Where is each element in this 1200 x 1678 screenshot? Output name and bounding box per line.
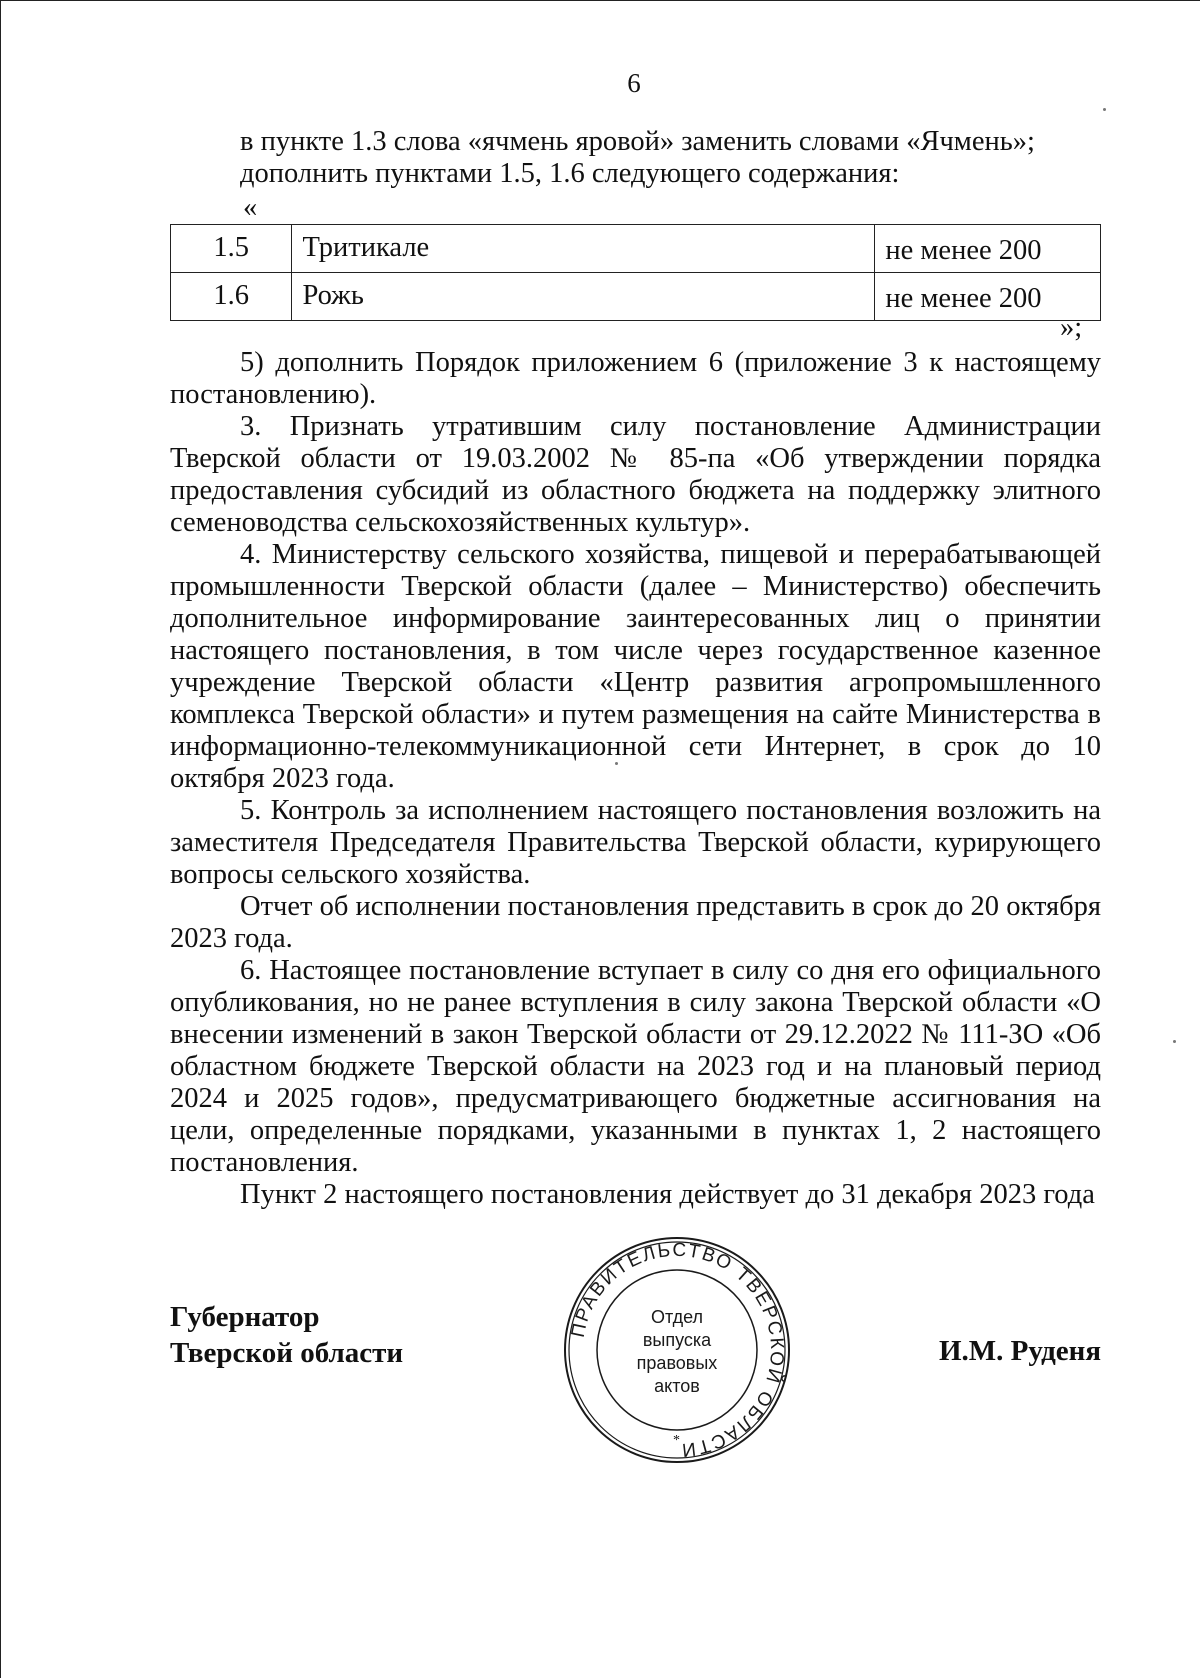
intro-line-2: дополнить пунктами 1.5, 1.6 следующего содержания: [240, 158, 900, 189]
table-row [171, 273, 1101, 321]
stamp-star-icon: * [673, 1433, 680, 1448]
stamp-line-3: правовых [636, 1353, 718, 1373]
intro-block [170, 126, 1101, 190]
official-stamp [561, 1234, 793, 1466]
crop-value: не менее 200 [875, 225, 1101, 273]
scan-speck [1173, 1040, 1176, 1043]
body-text [170, 347, 1101, 1211]
crop-name: Тритикале [292, 225, 875, 273]
scan-speck [1103, 108, 1106, 111]
signatory-title [170, 1299, 403, 1371]
signatory-title-line-1: Губернатор [170, 1301, 320, 1333]
table-row [171, 225, 1101, 273]
paragraph-validity: Пункт 2 настоящего постановления действует до 31 декабря 2023 года [240, 1179, 1095, 1210]
close-quote: »; [1060, 312, 1083, 343]
paragraph-3: 3. Признать утратившим силу постановление Администрации Тверской области от 19.03.2002 № 85-па «Об утверждении порядка предоставления субсидий из областного бюджета на поддержку элитного семеноводства сельскохозяйственных культур». [170, 411, 1101, 538]
row-number: 1.5 [171, 225, 292, 273]
page-number: 6 [627, 68, 641, 98]
stamp-ring-text: ПРАВИТЕЛЬСТВО ТВЕРСКОЙ ОБЛАСТИ [567, 1239, 788, 1461]
scan-speck [615, 762, 618, 765]
row-number: 1.6 [171, 273, 292, 321]
paragraph-item-5: 5) дополнить Порядок приложением 6 (приложение 3 к настоящему постановлению). [170, 347, 1101, 410]
stamp-line-2: выпуска [642, 1330, 712, 1350]
paragraph-6: 6. Настоящее постановление вступает в силу со дня его официального опубликования, но не ранее вступления в силу закона Тверской области «О внесении изменений в закон Тверской области от 29.12.2022 № 111-ЗО «Об областном бюджете Тверской области на 2023 год и на плановый период 2024 и 2025 годов», предусматривающего бюджетные ассигнования на цели, определенные порядками, указанными в пунктах 1, 2 настоящего постановления. [170, 955, 1101, 1178]
signatory-name: И.М. Руденя [939, 1335, 1102, 1367]
paragraph-5: 5. Контроль за исполнением настоящего постановления возложить на заместителя Председателя Правительства Тверской области, курирующего вопросы сельского хозяйства. [170, 795, 1101, 890]
crops-table [170, 224, 1101, 321]
paragraph-4: 4. Министерству сельского хозяйства, пищевой и перерабатывающей промышленности Тверской области (далее – Министерство) обеспечить дополнительное информирование заинтересованных лиц о принятии настоящего постановления, в том числе через государственное казенное учреждение Тверской области «Центр развития агропромышленного комплекса Тверской области» и путем размещения на сайте Министерства в информационно-телекоммуникационной сети Интернет, в срок до 10 октября 2023 года. [170, 539, 1101, 794]
signatory-title-line-2: Тверской области [170, 1337, 404, 1369]
crop-name: Рожь [292, 273, 875, 321]
open-quote: « [243, 192, 258, 223]
intro-line-1: в пункте 1.3 слова «ячмень яровой» заменить словами «Ячмень»; [240, 126, 1035, 157]
crop-value: не менее 200 [875, 273, 1101, 321]
stamp-rings [561, 1234, 793, 1466]
stamp-line-1: Отдел [650, 1307, 704, 1327]
stamp-line-4: актов [654, 1376, 700, 1396]
paragraph-report: Отчет об исполнении постановления представить в срок до 20 октября 2023 года. [170, 891, 1101, 954]
